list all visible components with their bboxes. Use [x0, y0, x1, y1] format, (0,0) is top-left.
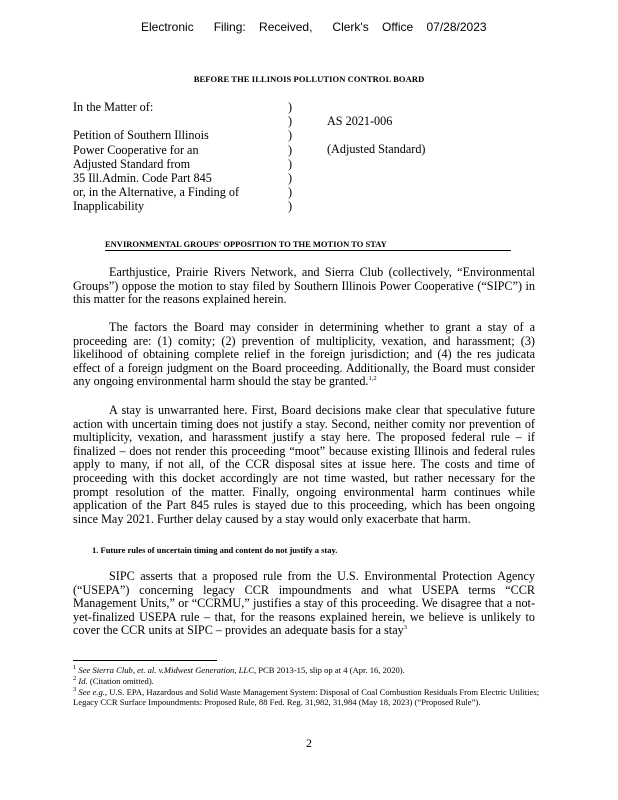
- case-type: (Adjusted Standard): [327, 142, 426, 156]
- paragraph-factors: The factors the Board may consider in determining whether to grant a stay of a proceeding are: (1) comity; (2) prevention of multiplicity, vexation, and harassment; (3) likelihood of obtaining complete relief in the foreign jurisdiction; and (4) the res judicata effect of a foreign judgment on the Board proceeding. Additionally, the Board must consider any ongoing environmental harm should the stay be granted.$^{1,2}$: [73, 320, 535, 389]
- footnote-1: $^1$ See Sierra Club, et. al. v.Midwest Generation, LLC, PCB 2013-15, slip op at 4 (Apr. 16, 2020).: [73, 664, 405, 675]
- caption-line: In the Matter of:: [73, 100, 154, 114]
- footnote-divider: [73, 660, 217, 661]
- paragraph-argument: A stay is unwarranted here. First, Board decisions make clear that speculative future action with uncertain timing does not justify a stay. Second, neither comity nor prevention of multiplicity, vexation, and harassment justify a stay here. The proposed federal rule – if finalized – does not render this proceeding “moot” because existing Illinois and federal rules apply to many, if not all, of the CCR disposal sites at issue here. The costs and time of proceeding with this docket accordingly are not time wasted, but rather necessary for the prompt resolution of the matter. Finally, ongoing environmental harm continues while application of the Part 845 rules is stayed due to this proceeding, which has been ongoing since May 2021. Further delay caused by a stay would only exacerbate that harm.: [73, 403, 535, 526]
- caption-line: 35 Ill.Admin. Code Part 845: [73, 170, 212, 185]
- subheading: 1. Future rules of uncertain timing and content do not justify a stay.: [92, 545, 338, 555]
- page-number: 2: [306, 736, 312, 750]
- caption-parens: ) ) ) ) ) ) ) ): [288, 100, 293, 214]
- caption-line: Power Cooperative for an: [73, 142, 199, 157]
- footnote-ref: ,2: [371, 375, 377, 383]
- paragraph-intro: Earthjustice, Prairie Rivers Network, and Sierra Club (collectively, “Environmental Groups”) oppose the motion to stay filed by Southern Illinois Power Cooperative (“SIPC”) in this matter for the reasons explained herein.: [73, 265, 535, 307]
- caption-line: or, in the Alternative, a Finding of: [73, 185, 240, 200]
- footnote-3: $^3$ See e.g., U.S. EPA, Hazardous and Solid Waste Management System: Disposal of Coal Combustion Residuals From Electric Utilities; Legacy CCR Surface Impoundments: Proposed Rule, 88 Fed. Reg. 31,982, 31,984 (May 18, 2023) (“Proposed Rule”).: [73, 686, 540, 708]
- footnote-ref: 3: [403, 624, 407, 632]
- paragraph-sipc: SIPC asserts that a proposed rule from the U.S. Environmental Protection Agency (“USEPA”) concerning legacy CCR impoundments and what USEPA terms “CCR Management Units,” or “CCRMU,” justifies a stay of this proceeding. We disagree that a not-yet-finalized USEPA rule – that, for the reasons explained herein, we believe is unlikely to cover the CCR units at SIPC – provides an adequate basis for a stay$^3$: [73, 569, 535, 638]
- filing-stamp: Electronic Filing: Received, Clerk's Office 07/28/2023: [141, 20, 487, 34]
- case-number: AS 2021-006: [327, 114, 393, 128]
- footnote-2: $^2$ Id. (Citation omitted).: [73, 675, 154, 686]
- footnote-ref: 1: [368, 375, 372, 383]
- document-heading: ENVIRONMENTAL GROUPS' OPPOSITION TO THE MOTION TO STAY: [105, 239, 511, 251]
- board-title: BEFORE THE ILLINOIS POLLUTION CONTROL BOARD: [193, 74, 425, 84]
- caption-line: Petition of Southern Illinois: [73, 128, 209, 143]
- caption-line: Inapplicability: [73, 199, 145, 214]
- caption-parties: [73, 100, 293, 214]
- caption-line: Adjusted Standard from: [73, 156, 191, 171]
- caption-line: [73, 114, 293, 128]
